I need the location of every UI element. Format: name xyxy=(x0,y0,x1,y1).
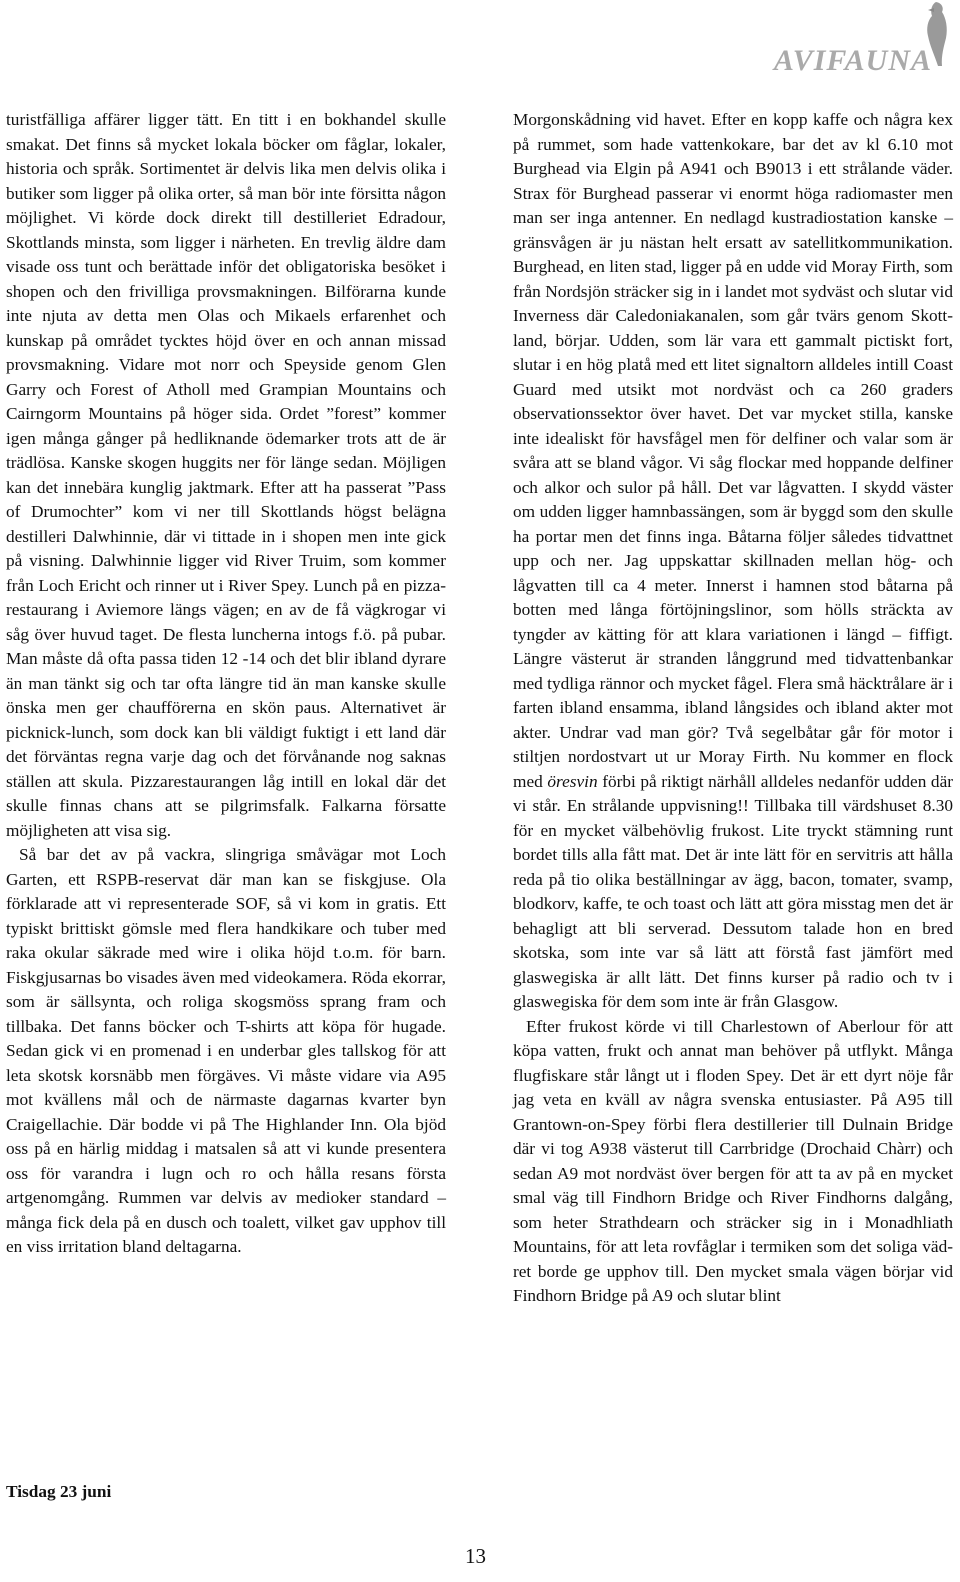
paragraph-text: Morgonskådning vid havet. Efter en kopp kaffe och några kex på rummet, som hade vattenkokare, bar det av kl 6.10 mot Burghead via Elgin på A941 och B9013 i ett strålande väder. Strax för Burghead passerar vi enormt höga radiomaster men man ser inga antenner. En nedlagd kustradiostation kanske – gränsvågen är ju nästan helt ersatt av satellitkommunikation. Burghead, en liten stad, ligger på en udde vid Moray Firth, som från Nordsjön sträcker sig in i landet mot sydväst och slutar vid Inverness där Caledoniakanalen, som går tvärs genom Skottland, börjar. Udden, som lär vara ett gammalt pictiskt fort, slutar i en hög platå med ett litet signaltorn alldeles intill Coast Guard med utsikt mot nordväst och ca 260 graders observationssektor över havet. Det var mycket stilla, kanske inte idealiskt för havsfågel men för delfiner och valar som är svåra att se bland vågor. Vi såg flockar med hoppande delfiner och alkor och sulor på håll. Det var lågvatten. I skydd väster om udden ligger hamnbassängen, som är byggd som den skulle ha portar men det finns inga. Båtarna följer således tidvattnet upp och ner. Jag uppskattar skillnaden mellan hög- och lågvatten till ca 4 meter. Innerst i hamnen stod båtarna på botten med långa förtöjningslinor, som hölls sträckta av tyngder av kätting för att klara variationen i längd – fiffigt. Längre västerut är stranden långgrund med tidvattenbankar med tydliga rännor och mycket fågel. Flera små häcktrålare är i farten ibland ensamma, ibland långsides och ibland akter mot akter. Undrar vad man gör? Två segelbåtar går för motor i stiltjen nordostvart ut ur Moray Firth. Nu kommer en flock med xyxy=(513,110,953,791)
body-paragraph xyxy=(513,108,953,1015)
left-text-column xyxy=(6,108,446,1260)
right-text-column xyxy=(513,108,953,1309)
page-number: 13 xyxy=(465,1544,486,1568)
species-name: öresvin xyxy=(547,771,598,791)
bird-silhouette-icon xyxy=(914,0,954,70)
body-paragraph: Så bar det av på vackra, slingriga småvägar mot Loch Garten, ett RSPB-reservat där man kan se fiskgjuse. Ola förklarade att vi representerade SOF, så vi kom in gratis. Ett typiskt brittiskt gömsle med flera handkikare och tuber med raka okular säkrade med wire i olika höjd t.o.m. för barn. Fiskgjusarnas bo visades även med videokamera. Röda ekorrar, som är sällsynta, och roliga skogsmöss sprang fram och tillbaka. Det fanns böcker och T-shirts att köpa för hugade. Sedan gick vi en promenad i en underbar gles tallskog för att leta skotsk korsnäbb men förgäves. Vi måste vidare via A95 mot kvällens mål och de närmaste dagarnas kvarter byn Craigellachie. Där bodde vi på The Highlander Inn. Ola bjöd oss på en härlig middag i matsalen så att vi kunde presentera oss för varandra i lugn och ro och hålla resans första artgenomgång. Rummen var delvis av medioker standard – många fick dela på en dusch och toalett, vilket gav upphov till en viss irritation bland deltagarna. xyxy=(6,845,446,1256)
paragraph-text: förbi på riktigt närhåll alldeles nedanför udden där vi står. En strålande uppvisning!! Tillbaka till värdshuset 8.30 för en mycket välbehövlig frukost. Lite tryckt stämning runt bordet tills alla fått mat. Det är inte lätt för en servitris att hålla reda på tio olika beställningar av ägg, bacon, tomater, svamp, blodkorv, kaffe, te och toast och lätt att göra misstag men det är behagligt att bli serverad. Dessutom talade hon en bred skotska, som inte var så lätt att förstå fast jämfört med glaswegiska är allt lätt. Det finns kurser på radio och tv i glaswegiska för dem som inte är från Glasgow. xyxy=(513,771,953,1011)
body-paragraph: turistfälliga affärer ligger tätt. En titt i en bokhandel skulle smakat. Det finns så mycket lokala böcker om fåglar, lokaler, historia och språk. Sortimentet är delvis lika men delvis olika i butiker som ligger på olika orter, så man bör inte försitta någon möjlighet. Vi körde dock direkt till destilleriet Edradour, Skottlands minsta, som ligger i närheten. En trevlig äldre dam visade oss tunt och berättade inför det obligatoriska besöket i shopen och den frivilliga provsmakningen. Bilförarna kunde inte njuta av detta men Olas och Mikaels erfarenhet och kunskap på området tycktes höjd över en och annan missad provsmakning. Vidare mot norr och Speyside genom Glen Garry och Forest of Atholl med Grampian Mountains och Cairngorm Mountains på höger sida. Ordet ”forest” kommer igen många gånger på hedliknande ödemarker trots att de är trädlösa. Kanske skogen huggits ner för länge sedan. Möjligen kan det innebära kunglig jaktmark. Efter att ha passerat ”Pass of Drumochter” kom vi ner till Skottlands högst belägna destilleri Dalwhinnie, där vi tittade in i shopen men inte gick på visning. Dalwhinnie ligger vid River Truim, som kommer från Loch Ericht och rinner ut i River Spey. Lunch på en pizza-restaurang i Aviemore längs vägen; en av de få vägkrogar vi såg över huvud taget. De flesta luncherna intogs f.ö. på pubar. Man måste då ofta passa tiden 12 -14 och det blir ibland dyrare än man tänkt sig och tar ofta längre tid än man kanske skulle önska men ger chaufförerna en skön paus. Alternativet är picknick-lunch, som dock kan bli väldigt fuktigt i ett land där det förväntas regna varje dag och det förvånande nog saknas ställen att skula. Pizzarestaurangen låg intill en lokal där det skulle finnas chans att se pilgrimsfalk. Falkarna försatte möjligheten att visa sig. xyxy=(6,110,446,840)
section-heading: Tisdag 23 juni xyxy=(6,1482,112,1501)
publisher-logo xyxy=(660,0,960,80)
body-paragraph: Efter frukost körde vi till Charlestown of Aberlour för att köpa vatten, frukt och annat man behöver på utflykt. Många flugfiskare står långt ut i floden Spey. Det är ett dyrt nöje får jag veta en kväll av några svenska entusiaster. På A95 till Grantown-on-Spey förbi flera destillerier till Dulnain Bridge där vi tog A938 västerut till Carrbridge (Drochaid Chàrr) och sedan A9 mot nordväst över bergen för att ta av på en mycket smal väg till Findhorn Bridge och River Findhorns dalgång, som heter Strathdearn och sträcker sig in i Monadhliath Mountains, för att leta rovfåglar i termiken som det soliga vädret borde ge upphov till. Den mycket smala vägen börjar vid Findhorn Bridge på A9 och slutar blint xyxy=(513,1016,953,1305)
logo-text: AVIFAUNA xyxy=(773,44,932,77)
